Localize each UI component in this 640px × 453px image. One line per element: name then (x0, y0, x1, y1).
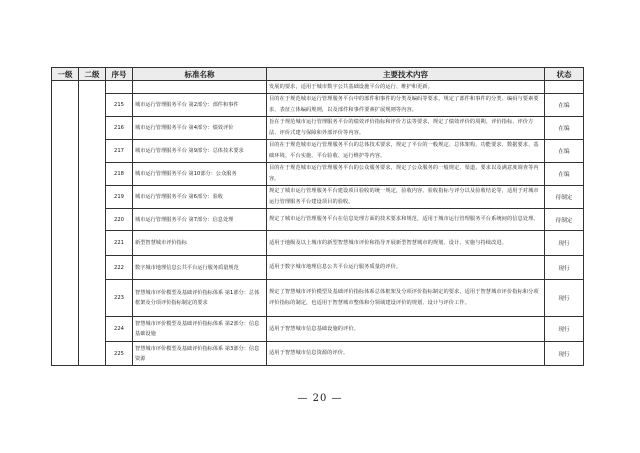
row-seq: 225 (106, 342, 133, 366)
row-name: 城市运行管理服务平台 第9部分：总体技术要求 (133, 140, 267, 163)
table-row (52, 186, 584, 209)
row-seq: 220 (106, 209, 133, 231)
table-row (52, 256, 584, 280)
row-status: 现行 (545, 342, 584, 366)
row-status: 现行 (545, 280, 584, 317)
table-row (52, 317, 584, 342)
row-name: 城市运行管理服务平台 第7部分：信息处理 (133, 209, 267, 231)
row-seq: 218 (106, 163, 133, 186)
table-row (52, 280, 584, 317)
header-content: 主要技术内容 (267, 68, 545, 81)
row-name: 城市运行管理服务平台 第6部分：验收 (133, 186, 267, 209)
table-row (52, 231, 584, 256)
row-seq: 223 (106, 280, 133, 317)
row-name: 城市运行管理服务平台 第4部分：绩效评价 (133, 117, 267, 140)
row-content: 适用于智慧城市信息资源的评价。 (267, 342, 545, 366)
row-content: 适用于地级及以上城市的新型智慧城市评价和指导开展新型智慧城市的规划、设计、实施与持续改进。 (267, 231, 545, 256)
row-seq: 224 (106, 317, 133, 342)
row-seq: 222 (106, 256, 133, 280)
row-name: 城市运行管理服务平台 第10部分：公众服务 (133, 163, 267, 186)
page-number: — 20 — (297, 393, 343, 404)
row-name: 智慧城市评价模型及基础评价指标体系 第1部分：总体框架及分项评价指标制定的要求 (133, 280, 267, 317)
header-name: 标准名称 (133, 68, 267, 81)
row-status: 待制定 (545, 186, 584, 209)
table-row (52, 209, 584, 231)
table-row-continuation (52, 81, 584, 94)
row-content: 目的在于规范城市运行管理服务平台的公众服务要求，规定了公众服务的一般规定、渠道、要求以及满意度调查等内容。 (267, 163, 545, 186)
row-seq: 221 (106, 231, 133, 256)
row-seq: 215 (106, 94, 133, 117)
row-content: 规定了智慧城市评价模型及基础评价指标体系总体框架及分项评价指标制定的要求，适用于智慧城市评价指标和分项评价指标的制定，也适用于智慧城市整体和分领域建设评价的规划、设计与评价工作。 (267, 280, 545, 317)
continuation-text: 发展的要求，适用于城市数字公共基础设施平台的运行、维护和更新。 (267, 81, 545, 94)
header-level1: 一级 (52, 68, 79, 81)
header-level2: 二级 (79, 68, 106, 81)
table-row (52, 94, 584, 117)
row-name: 智慧城市评价模型及基础评价指标体系 第2部分：信息基础设施 (133, 317, 267, 342)
row-status: 现行 (545, 317, 584, 342)
row-name: 新型智慧城市评价指标 (133, 231, 267, 256)
row-seq: 219 (106, 186, 133, 209)
table-row (52, 117, 584, 140)
level2-cell (79, 81, 106, 366)
row-name: 智慧城市评价模型及基础评价指标体系 第3部分：信息资源 (133, 342, 267, 366)
table-row (52, 163, 584, 186)
header-status: 状态 (545, 68, 584, 81)
row-content: 规定了城市运行管理服务平台建设项目验收的统一规定，验收内容、验收指标与评分以及验收结论等，适用于对城市运行管理服务平台建设项目的验收。 (267, 186, 545, 209)
row-seq: 216 (106, 117, 133, 140)
row-name: 数字城市地理信息公共平台运行服务质量规范 (133, 256, 267, 280)
row-content: 适用于数字城市地理信息公共平台运行服务质量的评价。 (267, 256, 545, 280)
row-status: 在编 (545, 163, 584, 186)
row-content: 适用于智慧城市信息基础设施的评价。 (267, 317, 545, 342)
row-seq: 217 (106, 140, 133, 163)
row-content: 目的在于规范城市运行管理服务平台的总体技术要求，规定了平台的一般规定、总体架构、功能要求、数据要求、基础环境、平台实施、平台验收、运行维护等内容。 (267, 140, 545, 163)
row-status: 在编 (545, 117, 584, 140)
row-status: 在编 (545, 140, 584, 163)
row-content: 规定了城市运行管理服务平台在信息处理方面的技术要求和规范，适用于城市运行管理服务平台系统间的信息处理。 (267, 209, 545, 231)
table-row (52, 140, 584, 163)
level1-cell (52, 81, 79, 366)
row-status: 待制定 (545, 209, 584, 231)
table-header-row (52, 68, 584, 81)
table-row (52, 342, 584, 366)
header-seq: 序号 (106, 68, 133, 81)
row-status: 在编 (545, 94, 584, 117)
row-name: 城市运行管理服务平台 第2部分：部件和事件 (133, 94, 267, 117)
row-content: 旨在于规范城市运行管理服务平台的绩效评价指标和评价方法等要求，规定了绩效评价的周期、评价指标、评价方法、评价式建与保障和外部评价等内容。 (267, 117, 545, 140)
row-status: 现行 (545, 231, 584, 256)
row-status: 现行 (545, 256, 584, 280)
row-content: 目的在于规范城市运行管理服务平台中的部件和事件的分类及编码等要求，规定了部件和事件的分类、编码与要素要求，表征立体编码规则，以及部件和事件要素扩展规则等内容。 (267, 94, 545, 117)
standards-table (51, 67, 584, 366)
